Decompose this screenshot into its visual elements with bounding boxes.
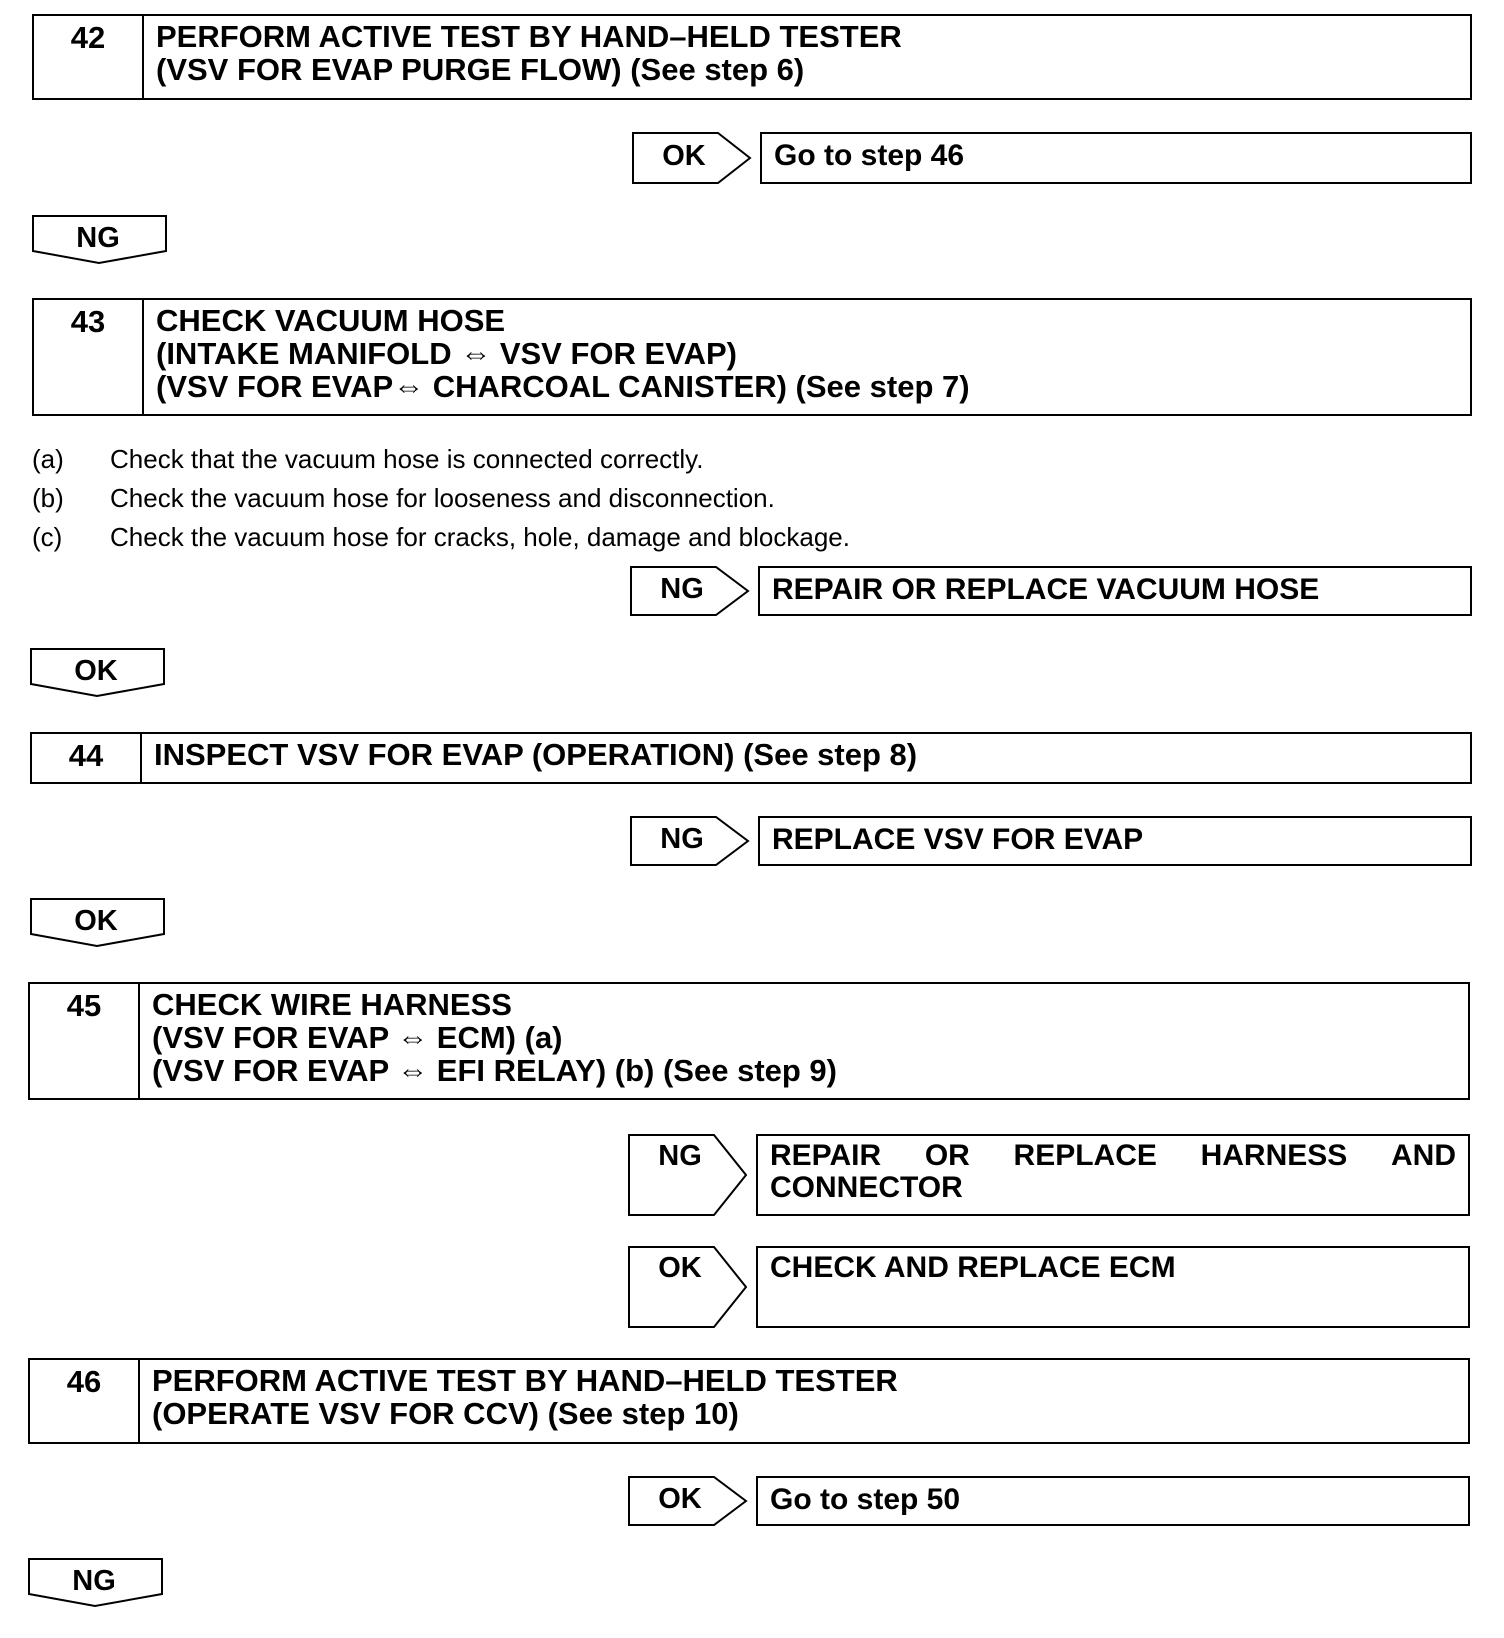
step-43-box [32, 298, 1472, 416]
branch-tag-label: NG [660, 823, 704, 855]
result-box [760, 132, 1472, 184]
step-number: 46 [30, 1360, 140, 1442]
branch-tag-ok [628, 1476, 748, 1526]
check-item [32, 483, 1432, 514]
result-word: HARNESS [1200, 1139, 1348, 1172]
step-title-line: (OPERATE VSV FOR CCV) (See step 10) [152, 1396, 739, 1431]
flow-tag-ng [28, 1558, 164, 1608]
step-title-line: CHECK VACUUM HOSE [156, 303, 506, 338]
item-letter: (b) [32, 483, 64, 513]
step-title-line: (INTAKE MANIFOLD ⇔ VSV FOR EVAP) [156, 336, 737, 371]
step-46-box [28, 1358, 1470, 1444]
item-letter: (c) [32, 522, 63, 552]
result-box [756, 1246, 1470, 1328]
result-word: AND [1391, 1139, 1456, 1172]
flow-tag-ok [30, 898, 166, 948]
result-word: OR [924, 1139, 970, 1172]
item-text: Check the vacuum hose for cracks, hole, damage and blockage. [110, 522, 850, 552]
branch-tag-ok [628, 1246, 748, 1328]
flow-tag-ok [30, 648, 166, 698]
step-title-line: (VSV FOR EVAP PURGE FLOW) (See step 6) [156, 52, 805, 87]
result-text: REPLACE VSV FOR EVAP [772, 823, 1144, 856]
step-number: 43 [34, 300, 144, 414]
step-title-line: PERFORM ACTIVE TEST BY HAND–HELD TESTER [152, 1363, 898, 1398]
step-title-line: CHECK WIRE HARNESS [152, 987, 512, 1022]
step-title-line: (VSV FOR EVAP⇔ CHARCOAL CANISTER) (See step 7) [156, 369, 970, 404]
branch-tag-ng [630, 816, 750, 866]
branch-tag-label: NG [658, 1140, 702, 1172]
result-line: CONNECTOR [770, 1171, 963, 1204]
flow-tag-label: NG [72, 1565, 116, 1597]
result-word: REPAIR [770, 1139, 882, 1172]
branch-tag-ok [632, 132, 752, 184]
step-title [144, 300, 1470, 414]
branch-tag-label: NG [660, 573, 704, 605]
result-box [758, 816, 1472, 866]
step-title-line: PERFORM ACTIVE TEST BY HAND–HELD TESTER [156, 19, 902, 54]
result-word: REPLACE [1013, 1139, 1157, 1172]
step-title [144, 16, 1470, 98]
result-box [756, 1134, 1470, 1216]
result-text: Go to step 46 [774, 139, 965, 172]
step-title [142, 734, 1470, 782]
step-title [140, 1360, 1468, 1442]
check-item [32, 522, 1432, 553]
step-title-line: (VSV FOR EVAP ⇔ ECM) (a) [152, 1020, 563, 1055]
result-box [756, 1476, 1470, 1526]
check-item [32, 444, 1432, 475]
result-text: CHECK AND REPLACE ECM [770, 1251, 1176, 1284]
result-line [770, 1140, 1456, 1172]
result-box [758, 566, 1472, 616]
branch-tag-label: OK [662, 140, 706, 172]
step-number: 45 [30, 984, 140, 1098]
result-text: Go to step 50 [770, 1483, 961, 1516]
step-title-line: INSPECT VSV FOR EVAP (OPERATION) (See step 8) [154, 737, 918, 772]
flow-tag-label: OK [74, 655, 118, 687]
step-number: 42 [34, 16, 144, 98]
flow-tag-ng [32, 215, 168, 265]
branch-tag-ng [628, 1134, 748, 1216]
branch-tag-label: OK [658, 1483, 702, 1515]
step-42-box [32, 14, 1472, 100]
step-44-box [30, 732, 1472, 784]
step-number: 44 [32, 734, 142, 782]
step-45-box [28, 982, 1470, 1100]
branch-tag-ng [630, 566, 750, 616]
flow-tag-label: OK [74, 905, 118, 937]
branch-tag-label: OK [658, 1252, 702, 1284]
result-text: REPAIR OR REPLACE VACUUM HOSE [772, 573, 1320, 606]
flow-tag-label: NG [76, 222, 120, 254]
item-letter: (a) [32, 444, 64, 474]
item-text: Check that the vacuum hose is connected correctly. [110, 444, 704, 474]
step-title [140, 984, 1468, 1098]
step-title-line: (VSV FOR EVAP ⇔ EFI RELAY) (b) (See step 9) [152, 1053, 837, 1088]
item-text: Check the vacuum hose for looseness and disconnection. [110, 483, 775, 513]
